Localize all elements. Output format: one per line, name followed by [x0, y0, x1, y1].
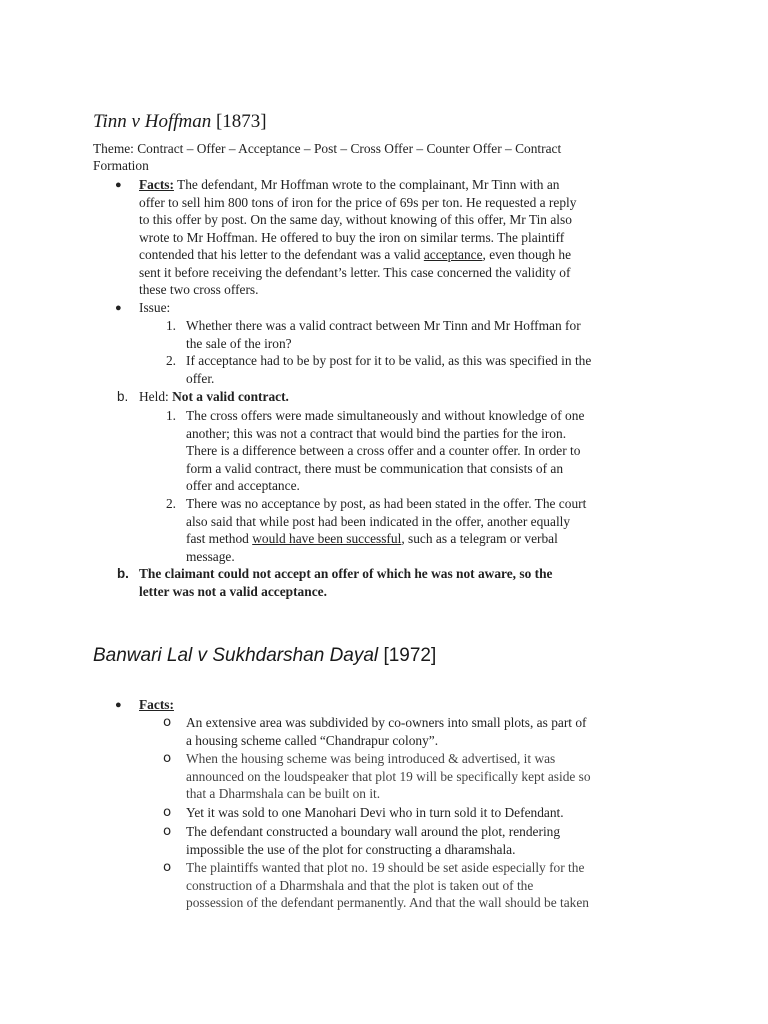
held-1-line-3: There is a difference between a cross offer and a counter offer. In order to: [186, 443, 581, 458]
bullet-icon: ●: [115, 699, 122, 711]
held-number: 2.: [165, 496, 176, 511]
held-text: , such as a telegram or verbal: [401, 531, 558, 546]
circle-marker-icon: o: [163, 805, 172, 820]
facts-text: The defendant, Mr Hoffman wrote to the complainant, Mr Tinn with an: [173, 177, 560, 192]
issue-number: 1.: [165, 318, 176, 333]
conclusion-letter: b.: [117, 566, 129, 581]
held-text: fast method: [186, 531, 253, 546]
issue-2-line-1: If acceptance had to be by post for it to be valid, as this was specified in the: [186, 353, 592, 368]
facts-underlined-word: acceptance: [423, 247, 483, 262]
facts-text: contended that his letter to the defendant was a valid: [139, 247, 424, 262]
circle-marker-icon: o: [163, 715, 172, 730]
sub-2-line-2: announced on the loudspeaker that plot 19 will be specifically kept aside so: [186, 768, 591, 784]
held-1-line-4: form a valid contract, there must be communication that consists of an: [186, 460, 564, 476]
case-year: [1873]: [215, 111, 267, 132]
facts-text: , even though he: [482, 247, 572, 262]
issue-2-line-2: offer.: [186, 370, 215, 386]
sub-1-line-2: a housing scheme called “Chandrapur colony”.: [186, 732, 439, 748]
held-number: 1.: [165, 408, 176, 423]
facts-line-1: [139, 176, 560, 194]
theme-line-1: Theme: Contract – Offer – Acceptance – Post – Cross Offer – Counter Offer – Contract: [93, 141, 562, 156]
sub-2-line-1: When the housing scheme was being introduced & advertised, it was: [186, 751, 556, 766]
case-title-tinn-v-hoffman: [93, 110, 267, 134]
facts-label: Facts:: [139, 177, 174, 192]
held-value: Not a valid contract.: [172, 389, 289, 404]
facts-line-4: wrote to Mr Hoffman. He offered to buy the iron on similar terms. The plaintiff: [139, 229, 565, 245]
bullet-icon: ●: [115, 179, 122, 191]
sub-5-line-2: construction of a Dharmshala and that the plot is taken out of the: [186, 877, 534, 893]
held-1-line-2: another; this was not a contract that would bind the parties for the iron.: [186, 425, 567, 441]
sub-1-line-1: An extensive area was subdivided by co-owners into small plots, as part of: [186, 715, 587, 730]
facts-line-2: offer to sell him 800 tons of iron for the price of 69s per ton. He requested a reply: [139, 194, 577, 210]
sub-5-line-1: The plaintiffs wanted that plot no. 19 should be set aside especially for the: [186, 860, 585, 875]
case-name: Banwari Lal v Sukhdarshan Dayal: [93, 645, 379, 666]
held-line: [139, 388, 289, 406]
issue-1-line-2: the sale of the iron?: [186, 335, 292, 351]
sub-2-line-3: that a Dharmshala can be built on it.: [186, 786, 381, 801]
held-2-line-4: message.: [186, 548, 235, 564]
held-1-line-5: offer and acceptance.: [186, 478, 300, 493]
facts-line-7: these two cross offers.: [139, 282, 259, 297]
facts-line-5: [139, 246, 571, 264]
held-1-line-1: The cross offers were made simultaneously and without knowledge of one: [186, 408, 585, 423]
sub-4-line-1: The defendant constructed a boundary wall around the plot, rendering: [186, 824, 561, 839]
held-2-line-3: [186, 530, 558, 548]
facts-line-6: sent it before receiving the defendant’s letter. This case concerned the validity of: [139, 264, 571, 280]
held-2-line-1: There was no acceptance by post, as had been stated in the offer. The court: [186, 496, 587, 511]
held-underlined-phrase: would have been successful: [252, 531, 402, 546]
held-letter: b.: [117, 389, 129, 404]
held-label: Held:: [139, 389, 173, 404]
case-name: Tinn v Hoffman: [93, 111, 212, 132]
theme-line-2: Formation: [93, 158, 149, 173]
issue-1-line-1: Whether there was a valid contract between Mr Tinn and Mr Hoffman for: [186, 318, 581, 333]
held-2-line-2: also said that while post had been indicated in the offer, another equally: [186, 513, 571, 529]
circle-marker-icon: o: [163, 751, 172, 766]
case-title-banwari-lal: [93, 644, 436, 668]
sub-4-line-2: impossible the use of the plot for constructing a dharamshala.: [186, 841, 516, 857]
conclusion-line-2: letter was not a valid acceptance.: [139, 583, 327, 599]
facts-line-3: to this offer by post. On the same day, without knowing of this offer, Mr Tin also: [139, 212, 572, 227]
facts-label: Facts:: [139, 697, 174, 712]
conclusion-line-1: The claimant could not accept an offer of which he was not aware, so the: [139, 566, 553, 581]
sub-5-line-3: possession of the defendant permanently. And that the wall should be taken: [186, 895, 589, 910]
circle-marker-icon: o: [163, 824, 172, 839]
issue-number: 2.: [165, 353, 176, 368]
bullet-icon: ●: [115, 302, 122, 314]
sub-3-line-1: Yet it was sold to one Manohari Devi who in turn sold it to Defendant.: [186, 805, 564, 820]
issue-label: Issue:: [139, 300, 171, 315]
circle-marker-icon: o: [163, 860, 172, 875]
case-year: [1972]: [383, 645, 437, 666]
